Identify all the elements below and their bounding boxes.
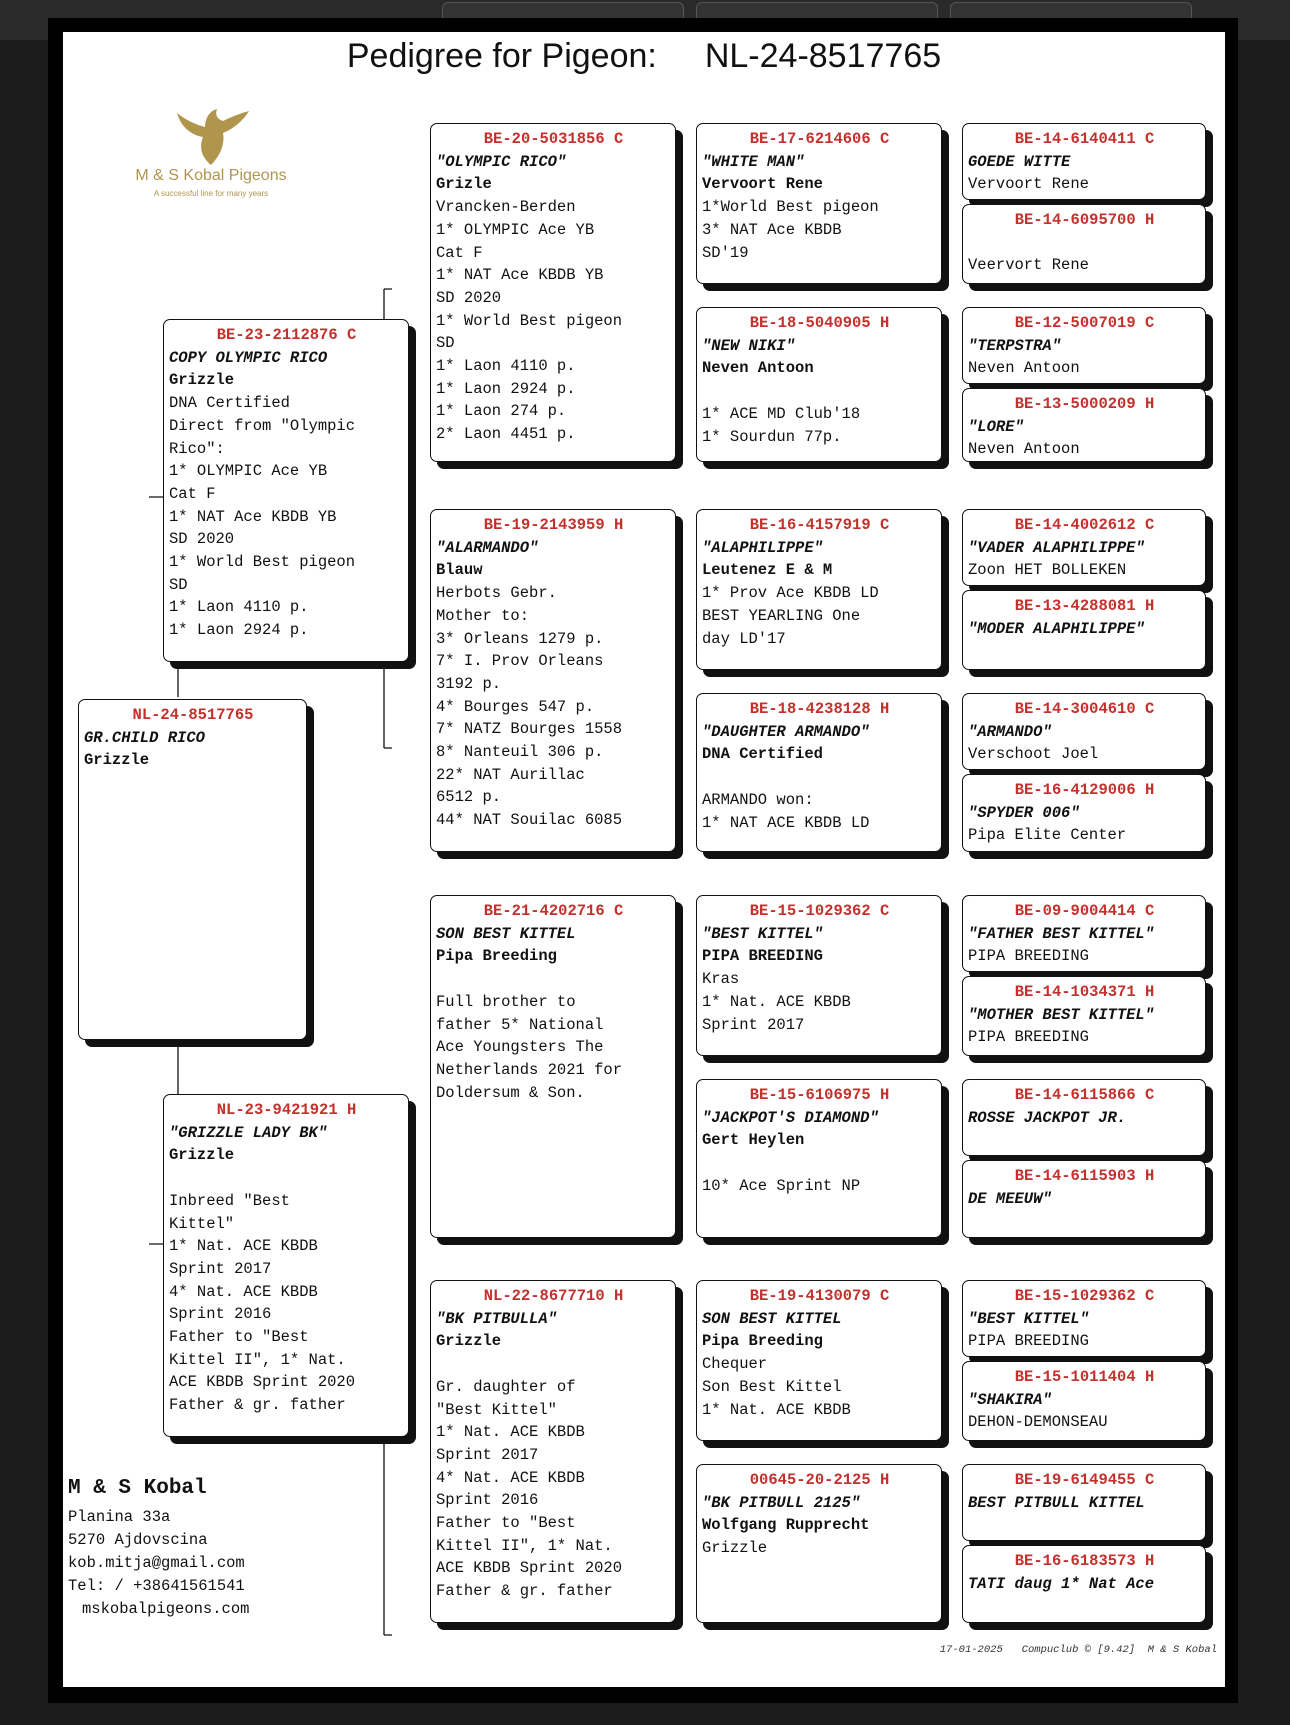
note-line: 1* Laon 4110 p. — [436, 357, 576, 376]
note-line: Kittel II", 1* Nat. — [436, 1536, 613, 1555]
ring-number: BE-15-6106975 H — [749, 1086, 890, 1104]
ring-number: BE-15-1029362 C — [749, 902, 890, 920]
pigeon-notes — [702, 196, 937, 264]
ring-number: BE-17-6214606 C — [749, 130, 890, 148]
note-line: 6512 p. — [436, 788, 502, 807]
note-line: Kittel" — [169, 1214, 235, 1233]
pigeon-notes — [169, 392, 404, 642]
note-line: "Best Kittel" — [436, 1400, 557, 1419]
pigeon-notes — [436, 1353, 671, 1603]
note-line: Sprint 2017 — [702, 1015, 805, 1034]
pigeon-notes — [436, 582, 671, 832]
pigeon-color: Grizzle — [84, 751, 150, 770]
title-prefix: Pedigree for Pigeon: — [346, 37, 657, 75]
pigeon-notes — [702, 766, 937, 834]
ring-number: BE-14-1034371 H — [1014, 983, 1155, 1001]
gen4-card[interactable] — [962, 1079, 1206, 1156]
note-line: Chequer — [702, 1355, 768, 1374]
ring-number: BE-15-1011404 H — [1014, 1368, 1155, 1386]
note-line: BEST YEARLING One — [702, 606, 861, 625]
pigeon-name: "TERPSTRA" — [968, 336, 1062, 355]
note-line: SD 2020 — [436, 288, 502, 307]
pigeon-owner: Leutenez E & M — [702, 561, 833, 580]
note-line: Ace Youngsters The — [436, 1038, 604, 1057]
note-line: SD — [436, 334, 455, 353]
great-grandparent-card[interactable] — [696, 895, 942, 1056]
great-grandparent-card[interactable] — [696, 307, 942, 462]
ring-number: BE-14-6115866 C — [1014, 1086, 1155, 1104]
pigeon-owner: Zoon HET BOLLEKEN — [968, 561, 1127, 580]
ring-number: BE-14-3004610 C — [1014, 700, 1155, 718]
note-line: Direct from "Olympic — [169, 416, 356, 435]
pigeon-notes — [436, 196, 671, 446]
note-line: 1* Laon 4110 p. — [169, 598, 309, 617]
owner-phone: Tel: / +38641561541 — [68, 1577, 245, 1595]
gen4-card[interactable] — [962, 693, 1206, 770]
ring-number: BE-18-4238128 H — [749, 700, 890, 718]
pigeon-owner: Veervort Rene — [968, 256, 1089, 275]
note-line: father 5* National — [436, 1015, 604, 1034]
pigeon-color: Grizzle — [169, 371, 235, 390]
note-line — [702, 766, 937, 789]
note-line: 1* Prov Ace KBDB LD — [702, 584, 879, 603]
ring-number: 00645-20-2125 H — [749, 1471, 890, 1489]
grandparent-card[interactable] — [430, 895, 676, 1238]
pigeon-name: ROSSE JACKPOT JR. — [968, 1108, 1127, 1127]
logo-tagline: A successful line for many years — [153, 189, 269, 198]
pigeon-owner: PIPA BREEDING — [702, 947, 823, 966]
pigeon-color: Grizzle — [169, 1146, 235, 1165]
note-line: 7* I. Prov Orleans — [436, 652, 604, 671]
pigeon-name: COPY OLYMPIC RICO — [169, 348, 328, 367]
pigeon-owner: Verschoot Joel — [968, 745, 1099, 764]
great-grandparent-card[interactable] — [696, 693, 942, 852]
ring-number: BE-13-5000209 H — [1014, 395, 1155, 413]
note-line: 1* World Best pigeon — [436, 311, 623, 330]
pigeon-name: "BK PITBULL 2125" — [702, 1493, 861, 1512]
ring-number: BE-23-2112876 C — [216, 326, 357, 344]
pigeon-name: SON BEST KITTEL — [436, 924, 576, 943]
ring-number: BE-14-4002612 C — [1014, 516, 1155, 534]
pigeon-name: BEST PITBULL KITTEL — [968, 1493, 1145, 1512]
ring-number: BE-16-4129006 H — [1014, 781, 1155, 799]
note-line: Rico": — [169, 439, 225, 458]
pigeon-name: "BEST KITTEL" — [968, 1309, 1089, 1328]
note-line: 7* NATZ Bourges 1558 — [436, 720, 623, 739]
note-line: 1* Laon 274 p. — [436, 402, 567, 421]
owner-email[interactable]: kob.mitja@gmail.com — [68, 1554, 245, 1572]
note-line: SD 2020 — [169, 530, 235, 549]
pigeon-owner: Gert Heylen — [702, 1131, 805, 1150]
ring-number: BE-13-4288081 H — [1014, 597, 1155, 615]
note-line: Sprint 2017 — [436, 1445, 539, 1464]
note-line: 8* Nanteuil 306 p. — [436, 743, 604, 762]
note-line: SD'19 — [702, 243, 749, 262]
ring-number: BE-14-6140411 C — [1014, 130, 1155, 148]
gen4-card[interactable] — [962, 1361, 1206, 1441]
grandparent-card[interactable] — [430, 509, 676, 852]
ring-number: BE-18-5040905 H — [749, 314, 890, 332]
note-line — [169, 1167, 404, 1190]
note-line: Father to "Best — [169, 1328, 309, 1347]
note-line: Full brother to — [436, 992, 576, 1011]
pigeon-name: "LORE" — [968, 417, 1024, 436]
gen4-card[interactable] — [962, 1160, 1206, 1238]
pigeon-notes — [702, 380, 937, 448]
pigeon-name: "SPYDER 006" — [968, 803, 1080, 822]
note-line: Father & gr. father — [436, 1582, 613, 1601]
owner-contact — [68, 1477, 388, 1621]
pigeon-name: "FATHER BEST KITTEL" — [968, 924, 1155, 943]
pigeon-owner: Vervoort Rene — [702, 175, 823, 194]
owner-name: M & S Kobal — [68, 1477, 207, 1500]
pigeon-name: "MODER ALAPHILIPPE" — [968, 619, 1145, 638]
logo-brand: M & S Kobal Pigeons — [135, 167, 287, 184]
pigeon-name: "DAUGHTER ARMANDO" — [702, 722, 870, 741]
pigeon-name: TATI daug 1* Nat Ace — [968, 1574, 1155, 1593]
note-line — [702, 380, 937, 403]
pigeon-name: "NEW NIKI" — [702, 336, 796, 355]
note-line: 1* Nat. ACE KBDB — [702, 992, 851, 1011]
ring-number: BE-15-1029362 C — [1014, 1287, 1155, 1305]
note-line: 2* Laon 4451 p. — [436, 425, 576, 444]
pigeon-name: GR.CHILD RICO — [84, 728, 205, 747]
note-line: Netherlands 2021 for — [436, 1060, 623, 1079]
great-grandparent-card[interactable] — [696, 509, 942, 670]
note-line: Vrancken-Berden — [436, 198, 576, 217]
pigeon-notes — [702, 1152, 937, 1197]
pigeon-notes — [436, 968, 671, 1104]
gen4-card[interactable] — [962, 774, 1206, 852]
ring-number: BE-09-9004414 C — [1014, 902, 1155, 920]
note-line: 22* NAT Aurillac — [436, 765, 585, 784]
gen4-card[interactable] — [962, 509, 1206, 586]
pigeon-owner: PIPA BREEDING — [968, 1028, 1089, 1047]
note-line: Gr. daughter of — [436, 1377, 576, 1396]
gen4-card[interactable] — [962, 1280, 1206, 1357]
note-line: Doldersum & Son. — [436, 1083, 585, 1102]
note-line: day LD'17 — [702, 629, 786, 648]
grandparent-card[interactable] — [430, 1280, 676, 1623]
pigeon-name: GOEDE WITTE — [968, 152, 1071, 171]
pigeon-owner: PIPA BREEDING — [968, 1332, 1089, 1351]
dam-card[interactable] — [163, 1094, 409, 1437]
pigeon-name: "GRIZZLE LADY BK" — [169, 1123, 328, 1142]
ring-number: BE-16-4157919 C — [749, 516, 890, 534]
pigeon-name: "JACKPOT'S DIAMOND" — [702, 1108, 879, 1127]
note-line — [436, 1353, 671, 1376]
note-line: ARMANDO won: — [702, 790, 814, 809]
note-line: 1* ACE MD Club'18 — [702, 404, 861, 423]
ring-number: BE-21-4202716 C — [483, 902, 624, 920]
great-grandparent-card[interactable] — [696, 1079, 942, 1238]
note-line: 1*World Best pigeon — [702, 198, 879, 217]
note-line: 44* NAT Souilac 6085 — [436, 811, 623, 830]
note-line: 3192 p. — [436, 674, 502, 693]
pigeon-name: "WHITE MAN" — [702, 152, 805, 171]
owner-city: 5270 Ajdovscina — [68, 1531, 208, 1549]
gen4-card[interactable] — [962, 204, 1206, 284]
note-line: 1* Laon 2924 p. — [169, 621, 309, 640]
pigeon-owner: Neven Antoon — [968, 440, 1080, 459]
note-line: ACE KBDB Sprint 2020 — [436, 1559, 623, 1578]
pigeon-owner: Pipa Elite Center — [968, 826, 1127, 845]
gen4-card[interactable] — [962, 123, 1206, 200]
note-line: 1* Nat. ACE KBDB — [436, 1423, 585, 1442]
pigeon-owner: Neven Antoon — [968, 359, 1080, 378]
note-line: Herbots Gebr. — [436, 584, 557, 603]
note-line: 1* World Best pigeon — [169, 553, 356, 572]
pigeon-name — [968, 232, 1201, 255]
pigeon-name: "ALARMANDO" — [436, 538, 539, 557]
owner-address: Planina 33a — [68, 1508, 171, 1526]
grandparent-card[interactable] — [430, 123, 676, 462]
pigeon-owner: Neven Antoon — [702, 359, 814, 378]
pigeon-notes — [702, 582, 937, 650]
title-pigeon-id: NL-24-8517765 — [704, 37, 942, 75]
note-line: 1* OLYMPIC Ace YB — [436, 220, 595, 239]
pigeon-owner: Vervoort Rene — [968, 175, 1089, 194]
pigeon-owner: Pipa Breeding — [702, 1332, 823, 1351]
ring-number: BE-14-6095700 H — [1014, 211, 1155, 229]
pigeon-name: "BEST KITTEL" — [702, 924, 823, 943]
pigeon-color: Grizle — [436, 175, 492, 194]
great-grandparent-card[interactable] — [696, 1280, 942, 1441]
note-line: 3* Orleans 1279 p. — [436, 629, 604, 648]
note-line: Son Best Kittel — [702, 1377, 842, 1396]
pigeon-color: Pipa Breeding — [436, 947, 557, 966]
gen4-card[interactable] — [962, 1464, 1206, 1541]
pigeon-notes — [702, 1537, 937, 1560]
gen4-card[interactable] — [962, 1545, 1206, 1623]
gen4-card[interactable] — [962, 590, 1206, 670]
pigeon-name: "OLYMPIC RICO" — [436, 152, 567, 171]
pigeon-name: "SHAKIRA" — [968, 1390, 1052, 1409]
subject-pigeon-card[interactable] — [78, 699, 307, 1040]
ring-number: BE-20-5031856 C — [483, 130, 624, 148]
note-line: Father to "Best — [436, 1514, 576, 1533]
pigeon-name: "BK PITBULLA" — [436, 1309, 557, 1328]
pigeon-owner: PIPA BREEDING — [968, 947, 1089, 966]
note-line: Father & gr. father — [169, 1396, 346, 1415]
ring-number: BE-12-5007019 C — [1014, 314, 1155, 332]
note-line: 3* NAT Ace KBDB — [702, 220, 842, 239]
note-line: Mother to: — [436, 606, 530, 625]
note-line: 1* Nat. ACE KBDB — [169, 1237, 318, 1256]
pigeon-notes — [702, 1353, 937, 1421]
note-line: Cat F — [169, 484, 216, 503]
pigeon-name: "ALAPHILIPPE" — [702, 538, 823, 557]
note-line: Kras — [702, 970, 740, 989]
pigeon-name: "ARMANDO" — [968, 722, 1052, 741]
pigeon-owner: DEHON-DEMONSEAU — [968, 1413, 1108, 1432]
note-line: 1* NAT Ace KBDB YB — [436, 266, 604, 285]
pigeon-color: Grizzle — [436, 1332, 502, 1351]
note-line: 1* OLYMPIC Ace YB — [169, 462, 328, 481]
note-line: Sprint 2016 — [169, 1305, 272, 1324]
note-line — [702, 1152, 937, 1175]
note-line: Grizzle — [702, 1539, 768, 1558]
note-line: Kittel II", 1* Nat. — [169, 1350, 346, 1369]
note-line: 4* Bourges 547 p. — [436, 697, 595, 716]
note-line — [436, 968, 671, 991]
ring-number: BE-19-2143959 H — [483, 516, 624, 534]
note-line: 1* Laon 2924 p. — [436, 379, 576, 398]
sire-card[interactable] — [163, 319, 409, 662]
print-footer: 17-01-2025 Compuclub © [9.42] M & S Kobal — [939, 1644, 1217, 1656]
ring-number: BE-19-6149455 C — [1014, 1471, 1155, 1489]
pedigree-sheet — [63, 32, 1225, 1687]
owner-website[interactable]: mskobalpigeons.com — [82, 1600, 250, 1618]
gen4-card[interactable] — [962, 895, 1206, 972]
note-line: 1* Nat. ACE KBDB — [702, 1400, 851, 1419]
note-line: Cat F — [436, 243, 483, 262]
gen4-card[interactable] — [962, 307, 1206, 384]
gen4-card[interactable] — [962, 976, 1206, 1056]
pigeon-name: DE MEEUW" — [968, 1189, 1052, 1208]
note-line: Sprint 2017 — [169, 1259, 272, 1278]
pigeon-color: Blauw — [436, 561, 483, 580]
pigeon-notes — [702, 968, 937, 1036]
note-line: 4* Nat. ACE KBDB — [436, 1468, 585, 1487]
note-line: 4* Nat. ACE KBDB — [169, 1282, 318, 1301]
ring-number: BE-16-6183573 H — [1014, 1552, 1155, 1570]
note-line: ACE KBDB Sprint 2020 — [169, 1373, 356, 1392]
note-line: Sprint 2016 — [436, 1491, 539, 1510]
ring-number: BE-14-6115903 H — [1014, 1167, 1155, 1185]
pigeon-owner: Wolfgang Rupprecht — [702, 1516, 870, 1535]
gen4-card[interactable] — [962, 388, 1206, 462]
ring-number: BE-19-4130079 C — [749, 1287, 890, 1305]
ring-number: NL-23-9421921 H — [216, 1101, 357, 1119]
note-line: SD — [169, 575, 188, 594]
great-grandparent-card[interactable] — [696, 1464, 942, 1623]
note-line: 1* Sourdun 77p. — [702, 427, 842, 446]
ring-number: NL-24-8517765 — [132, 706, 254, 724]
note-line: 10* Ace Sprint NP — [702, 1176, 861, 1195]
ring-number: NL-22-8677710 H — [483, 1287, 624, 1305]
note-line: Inbreed "Best — [169, 1191, 290, 1210]
great-grandparent-card[interactable] — [696, 123, 942, 284]
pigeon-owner: DNA Certified — [702, 745, 823, 764]
pigeon-name: SON BEST KITTEL — [702, 1309, 842, 1328]
pigeon-name: "VADER ALAPHILIPPE" — [968, 538, 1145, 557]
note-line: 1* NAT ACE KBDB LD — [702, 813, 870, 832]
note-line: 1* NAT Ace KBDB YB — [169, 507, 337, 526]
note-line: DNA Certified — [169, 394, 290, 413]
pigeon-notes — [169, 1167, 404, 1417]
pigeon-name: "MOTHER BEST KITTEL" — [968, 1005, 1155, 1024]
